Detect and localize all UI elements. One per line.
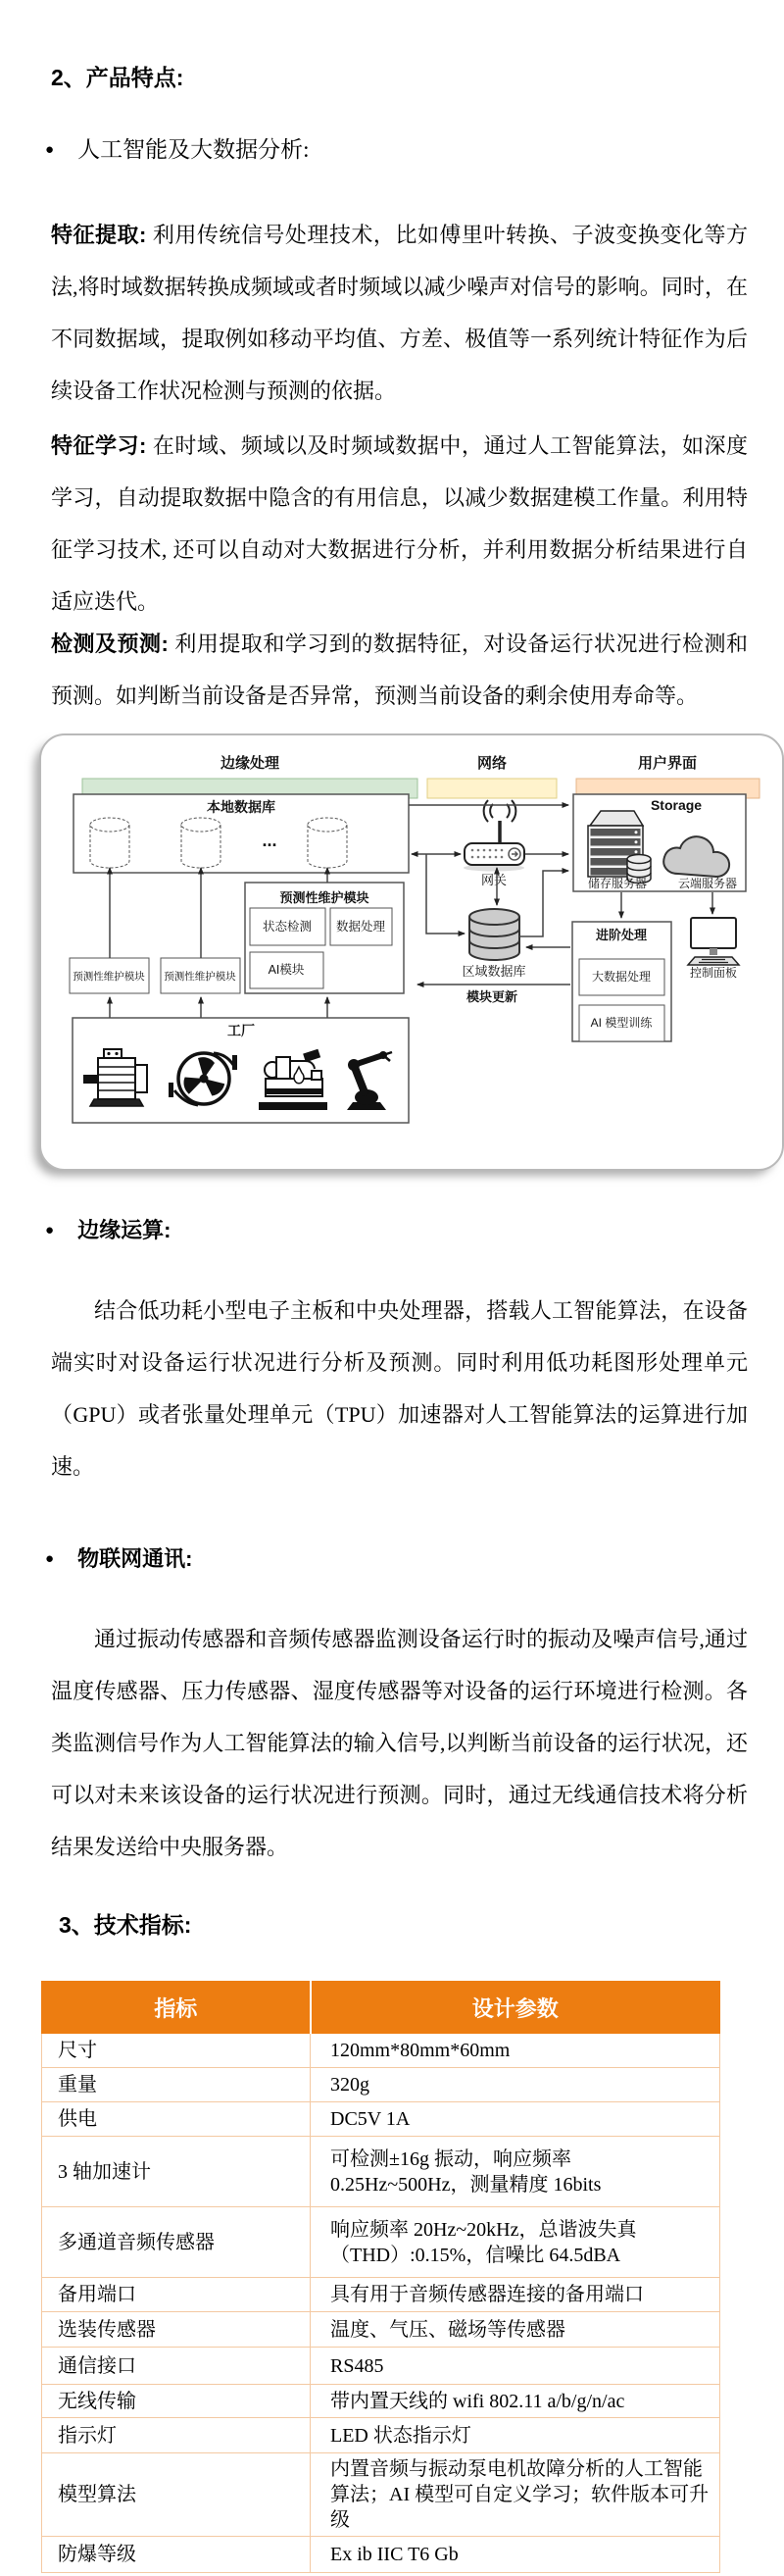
spec-value: Ex ib IIC T6 Gb: [311, 2537, 720, 2573]
paragraph-body: 结合低功耗小型电子主板和中央处理器，搭载人工智能算法，在设备端实时对设备运行状况进行分析及预测。同时利用低功耗图形处理单元（GPU）或者张量处理单元（TPU）加速器对人工智能算法的运算进行加速。: [51, 1298, 748, 1479]
big-data-label: 大数据处理: [591, 970, 652, 984]
storage-title: Storage: [650, 797, 703, 813]
spec-label: 重量: [42, 2068, 311, 2102]
advanced-processing-title: 进阶处理: [595, 928, 648, 942]
database-cylinder-icons: [90, 818, 347, 868]
spec-value: 120mm*80mm*60mm: [311, 2034, 720, 2068]
architecture-diagram-canvas: [41, 735, 782, 1169]
spec-label: 3 轴加速计: [42, 2137, 311, 2207]
spec-label: 指示灯: [42, 2418, 311, 2453]
spec-value: 响应频率 20Hz~20kHz，总谐波失真（THD）:0.15%，信噪比 64.5dBA: [311, 2207, 720, 2278]
gateway-router-icon: [464, 800, 524, 872]
lane-band-network: [427, 779, 557, 798]
cloud-server-label: 云端服务器: [677, 877, 738, 890]
table-row: [42, 2385, 720, 2418]
gateway-label: 网关: [480, 873, 508, 887]
paragraph-feature-extraction: [51, 209, 748, 417]
spec-label: 通信接口: [42, 2348, 311, 2385]
spec-table: [41, 1981, 720, 2573]
storage-server-label: 储存服务器: [587, 877, 648, 890]
spec-value: RS485: [311, 2348, 720, 2385]
paragraph-body: 利用提取和学习到的数据特征，对设备运行状况进行检测和预测。如判断当前设备是否异常，预测当前设备的剩余使用寿命等。: [51, 631, 748, 708]
data-process-label: 数据处理: [335, 920, 386, 934]
status-detect-label: 状态检测: [262, 920, 313, 934]
table-row: [42, 2278, 720, 2312]
spec-value: 320g: [311, 2068, 720, 2102]
bullet-label: 边缘运算:: [77, 1218, 172, 1242]
lane-label-edge: 边缘处理: [220, 755, 280, 772]
ai-module-label: AI模块: [268, 963, 305, 977]
spec-value: 温度、气压、磁场等传感器: [311, 2312, 720, 2348]
table-row: [42, 2537, 720, 2573]
table-row: [42, 2207, 720, 2278]
arrow-regionaldb-storage: [519, 871, 568, 936]
bullet-label: 物联网通讯:: [77, 1546, 193, 1571]
paragraph-body: 通过振动传感器和音频传感器监测设备运行时的振动及噪声信号,通过温度传感器、压力传感器、湿度传感器等对设备的运行环境进行检测。各类监测信号作为人工智能算法的输入信号,以判断当前设备的运行状况，还可以对未来该设备的运行状况进行预测。同时，通过无线通信技术将分析结果发送给中央服务器。: [51, 1627, 748, 1859]
table-row: [42, 2453, 720, 2537]
paragraph-lead: 检测及预测:: [51, 631, 169, 656]
spec-label: 选装传感器: [42, 2312, 311, 2348]
spec-value: 具有用于音频传感器连接的备用端口: [311, 2278, 720, 2312]
paragraph-body: 在时域、频域以及时频域数据中，通过人工智能算法，如深度学习，自动提取数据中隐含的有用信息，以减少数据建模工作量。利用特征学习技术, 还可以自动对大数据进行分析，并利用数据分析结果进行自适应迭代。: [51, 433, 748, 614]
pm-module-1-label: 预测性维护模块: [73, 971, 145, 983]
table-row: [42, 2348, 720, 2385]
bullet-label: 人工智能及大数据分析:: [77, 137, 310, 162]
lane-label-network: 网络: [476, 755, 508, 772]
paragraph-edge-computing: [51, 1285, 748, 1492]
spec-value: DC5V 1A: [311, 2102, 720, 2137]
table-row: [42, 2312, 720, 2348]
paragraph-iot: [51, 1613, 748, 1873]
paragraph-lead: 特征提取:: [51, 223, 147, 247]
lane-label-ui: 用户界面: [637, 755, 698, 772]
spec-value: 带内置天线的 wifi 802.11 a/b/g/n/ac: [311, 2385, 720, 2418]
bullet-item-iot: [45, 1544, 192, 1574]
table-row: [42, 2068, 720, 2102]
bullet-icon: ●: [45, 1223, 55, 1238]
bullet-item-ai-bigdata: [45, 135, 309, 165]
storage-server-icon: [588, 811, 651, 884]
factory-title: 工厂: [227, 1023, 255, 1038]
ai-training-label: AI 模型训练: [590, 1016, 653, 1030]
paragraph-lead: 特征学习:: [51, 433, 147, 458]
spec-header-indicator: 指标: [42, 1982, 311, 2034]
table-row: [42, 2034, 720, 2068]
arrow-branch-regionaldb: [426, 854, 465, 934]
bullet-icon: ●: [45, 142, 55, 158]
table-row: [42, 2418, 720, 2453]
bullet-item-edge-computing: [45, 1216, 171, 1245]
pm-module-2-label: 预测性维护模块: [164, 971, 236, 983]
module-update-label: 模块更新: [466, 989, 518, 1004]
spec-label: 防爆等级: [42, 2537, 311, 2573]
pm-module-big-title: 预测性维护模块: [279, 890, 369, 905]
table-row: [42, 2102, 720, 2137]
control-panel-label: 控制面板: [689, 966, 738, 980]
section-heading-product-features: 2、产品特点:: [51, 65, 184, 90]
bullet-icon: ●: [45, 1551, 55, 1567]
paragraph-body: 利用传统信号处理技术，比如傅里叶转换、子波变换变化等方法,将时域数据转换成频域或者时频域以减少噪声对信号的影响。同时，在不同数据域，提取例如移动平均值、方差、极值等一系列统计特征作为后续设备工作状况检测与预测的依据。: [51, 223, 748, 403]
paragraph-detect-predict: [51, 618, 748, 722]
spec-label: 模型算法: [42, 2453, 311, 2537]
table-row: [42, 2137, 720, 2207]
spec-label: 尺寸: [42, 2034, 311, 2068]
spec-value: LED 状态指示灯: [311, 2418, 720, 2453]
spec-table-body: [42, 2034, 720, 2573]
spec-label: 无线传输: [42, 2385, 311, 2418]
section-heading-tech-specs: 3、技术指标:: [59, 1912, 192, 1938]
control-panel-icon: [688, 918, 739, 965]
table-header-row: [42, 1982, 720, 2034]
local-db-title: 本地数据库: [207, 799, 275, 815]
spec-label: 供电: [42, 2102, 311, 2137]
spec-label: 备用端口: [42, 2278, 311, 2312]
spec-label: 多通道音频传感器: [42, 2207, 311, 2278]
architecture-diagram: [39, 733, 784, 1171]
spec-value: 内置音频与振动泵电机故障分析的人工智能算法；AI 模型可自定义学习；软件版本可升级: [311, 2453, 720, 2537]
spec-value: 可检测±16g 振动，响应频率 0.25Hz~500Hz，测量精度 16bits: [311, 2137, 720, 2207]
paragraph-feature-learning: [51, 420, 748, 628]
ellipsis-label: ...: [262, 831, 277, 850]
regional-db-label: 区域数据库: [462, 964, 526, 979]
spec-header-parameter: 设计参数: [311, 1982, 720, 2034]
regional-db-icon: [469, 909, 519, 960]
